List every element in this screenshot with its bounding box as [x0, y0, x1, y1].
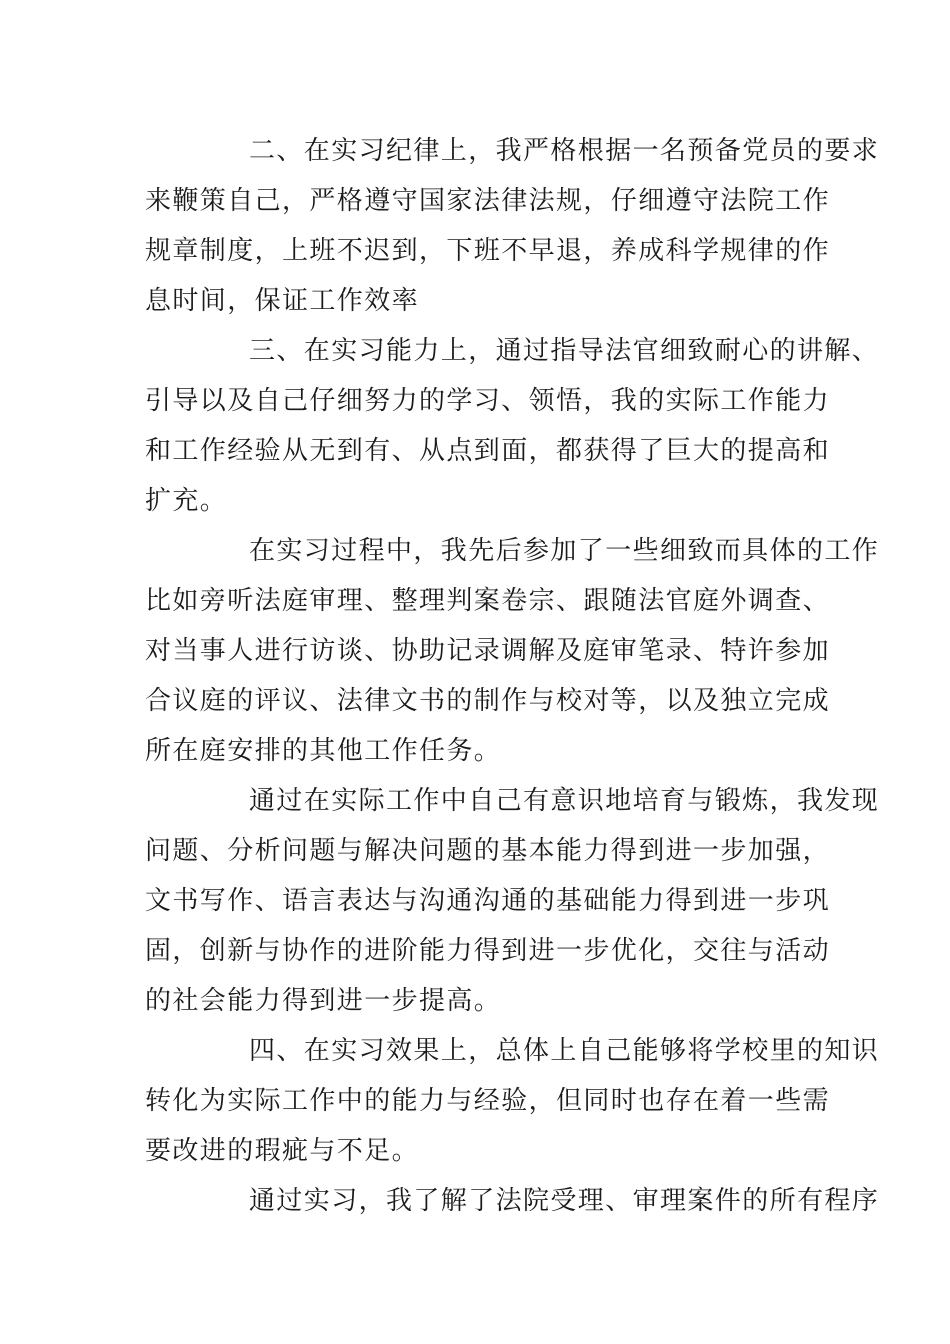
text-line: 和工作经验从无到有、从点到面，都获得了巨大的提高和: [145, 436, 831, 466]
text-line: 的社会能力得到进一步提高。: [145, 986, 502, 1016]
paragraph-process: [145, 526, 880, 776]
text-line: 对当事人进行访谈、协助记录调解及庭审笔录、特许参加: [145, 636, 831, 666]
text-line: 所在庭安排的其他工作任务。: [145, 736, 502, 766]
text-line: 引导以及自己仔细努力的学习、领悟，我的实际工作能力: [145, 386, 831, 416]
text-line: 在实习过程中，我先后参加了一些细致而具体的工作: [249, 536, 880, 566]
text-line: 文书写作、语言表达与沟通沟通的基础能力得到进一步巩: [145, 886, 831, 916]
paragraph-discipline: [145, 126, 880, 326]
text-line: 息时间，保证工作效率: [145, 286, 420, 316]
paragraph-conclusion: [145, 1176, 880, 1226]
text-line: 四、在实习效果上，总体上自己能够将学校里的知识: [249, 1036, 880, 1066]
text-line: 三、在实习能力上，通过指导法官细致耐心的讲解、: [249, 336, 880, 366]
text-line: 通过实习，我了解了法院受理、审理案件的所有程序: [249, 1186, 880, 1216]
paragraph-effect: [145, 1026, 880, 1176]
text-line: 比如旁听法庭审理、整理判案卷宗、跟随法官庭外调查、: [145, 586, 831, 616]
text-line: 通过在实际工作中自己有意识地培育与锻炼，我发现: [249, 786, 880, 816]
text-line: 扩充。: [145, 486, 228, 516]
text-line: 合议庭的评议、法律文书的制作与校对等，以及独立完成: [145, 686, 831, 716]
text-line: 固，创新与协作的进阶能力得到进一步优化，交往与活动: [145, 936, 831, 966]
text-line: 转化为实际工作中的能力与经验，但同时也存在着一些需: [145, 1086, 831, 1116]
paragraph-ability: [145, 326, 880, 526]
text-line: 要改进的瑕疵与不足。: [145, 1136, 420, 1166]
text-line: 规章制度，上班不迟到，下班不早退，养成科学规律的作: [145, 236, 831, 266]
paragraph-growth: [145, 776, 880, 1026]
text-line: 二、在实习纪律上，我严格根据一名预备党员的要求: [249, 136, 880, 166]
text-line: 问题、分析问题与解决问题的基本能力得到进一步加强，: [145, 836, 831, 866]
text-line: 来鞭策自己，严格遵守国家法律法规，仔细遵守法院工作: [145, 186, 831, 216]
document-body: [145, 126, 880, 1226]
